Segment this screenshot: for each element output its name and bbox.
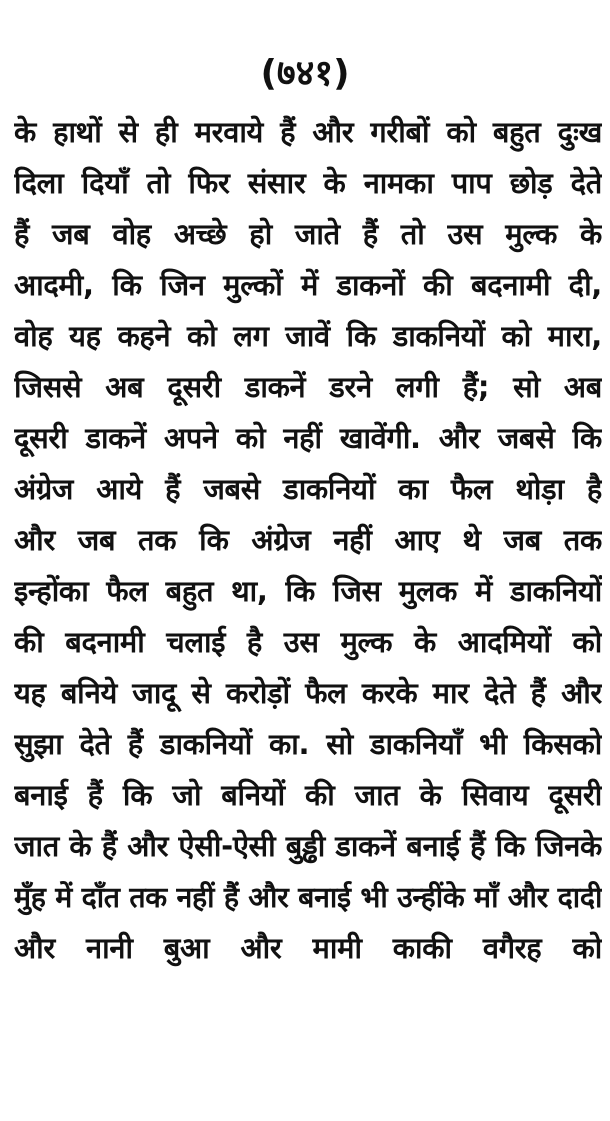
text-line: और जब तक कि अंग्रेज नहीं आए थे जब तक bbox=[14, 523, 602, 557]
text-line: आदमी, कि जिन मुल्कों में डाकनों की बदनामी दी, bbox=[14, 268, 602, 302]
body-text bbox=[14, 107, 602, 974]
text-line: यह बनिये जादू से करोड़ों फैल करके मार देते हैं और bbox=[14, 676, 602, 710]
text-line: अंग्रेज आये हैं जबसे डाकनियों का फैल थोड़ा है bbox=[14, 472, 602, 506]
text-line: दूसरी डाकनें अपने को नहीं खावेंगी. और जबसे कि bbox=[14, 421, 602, 455]
text-line: इन्होंका फैल बहुत था, कि जिस मुलक में डाकनियों bbox=[14, 574, 602, 608]
text-line: जात के हैं और ऐसी-ऐसी बुड्ढी डाकनें बनाई हैं कि जिनके bbox=[14, 829, 602, 863]
page-number: (७४१) bbox=[260, 53, 350, 94]
text-line: बनाई हैं कि जो बनियों की जात के सिवाय दूसरी bbox=[14, 778, 602, 812]
text-line: जिससे अब दूसरी डाकनें डरने लगी हैं; सो अब bbox=[14, 370, 602, 404]
text-line: सुझा देते हैं डाकनियों का. सो डाकनियाँ भी किसको bbox=[14, 727, 602, 761]
text-line: मुँह में दाँत तक नहीं हैं और बनाई भी उन्हींके माँ और दादी bbox=[14, 881, 602, 914]
text-line: और नानी बुआ और मामी काकी वगैरह को bbox=[14, 931, 602, 965]
text-line: हैं जब वोह अच्छे हो जाते हैं तो उस मुल्क के bbox=[14, 217, 602, 251]
text-line: की बदनामी चलाई है उस मुल्क के आदमियों को bbox=[14, 625, 602, 659]
text-line: दिला दियाँ तो फिर संसार के नामका पाप छोड़ देते bbox=[14, 166, 602, 200]
text-line: के हाथों से ही मरवाये हैं और गरीबों को बहुत दुःख bbox=[14, 115, 602, 149]
text-line: वोह यह कहने को लग जावें कि डाकनियों को मारा, bbox=[14, 319, 602, 353]
